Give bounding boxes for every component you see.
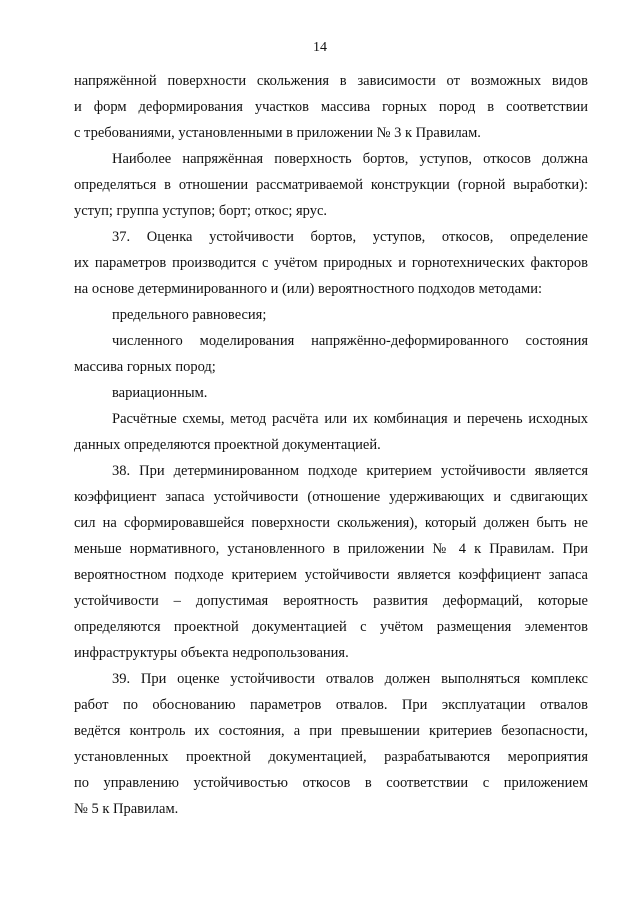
text-line: установленных проектной документацией, разрабатываются мероприятия	[74, 749, 588, 765]
text-line: 38. При детерминированном подходе критерием устойчивости является	[112, 463, 588, 479]
text-line: напряжённой поверхности скольжения в зависимости от возможных видов	[74, 73, 588, 89]
text-line: меньше нормативного, установленного в приложении № 4 к Правилам. При	[74, 541, 588, 557]
text-line: массива горных пород;	[74, 359, 216, 375]
text-line: по управлению устойчивостью откосов в соответствии с приложением	[74, 775, 588, 791]
page-number: 14	[313, 40, 327, 55]
text-line: определяются проектной документацией с учётом размещения элементов	[74, 619, 588, 635]
text-line: с требованиями, установленными в приложении № 3 к Правилам.	[74, 125, 481, 141]
text-line: определяться в отношении рассматриваемой конструкции (горной выработки):	[74, 177, 588, 193]
text-line: на основе детерминированного и (или) вероятностного подходов методами:	[74, 281, 543, 297]
text-line: устойчивости – допустимая вероятность развития деформаций, которые	[74, 593, 588, 609]
text-line: вариационным.	[112, 385, 208, 401]
text-line: ведётся контроль их состояния, а при превышении критериев безопасности,	[74, 723, 588, 739]
text-line: № 5 к Правилам.	[74, 801, 179, 817]
text-line: Расчётные схемы, метод расчёта или их комбинация и перечень исходных	[112, 411, 588, 427]
text-line: коэффициент запаса устойчивости (отношение удерживающих и сдвигающих	[74, 489, 588, 505]
text-line: уступ; группа уступов; борт; откос; ярус.	[74, 203, 328, 219]
text-line: вероятностном подходе критерием устойчивости является коэффициент запаса	[74, 567, 588, 583]
text-line: 37. Оценка устойчивости бортов, уступов, откосов, определение	[112, 229, 588, 245]
text-line: работ по обоснованию параметров отвалов. При эксплуатации отвалов	[74, 697, 588, 713]
text-line: инфраструктуры объекта недропользования.	[74, 645, 349, 661]
text-line: их параметров производится с учётом природных и горнотехнических факторов	[74, 255, 588, 271]
text-line: 39. При оценке устойчивости отвалов должен выполняться комплекс	[112, 671, 588, 687]
text-line: и форм деформирования участков массива горных пород в соответствии	[74, 99, 588, 115]
text-line: сил на сформировавшейся поверхности скольжения), который должен быть не	[74, 515, 588, 531]
text-line: численного моделирования напряжённо-деформированного состояния	[112, 333, 588, 349]
text-line: Наиболее напряжённая поверхность бортов, уступов, откосов должна	[112, 151, 588, 167]
text-line: предельного равновесия;	[112, 307, 267, 323]
text-line: данных определяются проектной документацией.	[74, 437, 381, 453]
